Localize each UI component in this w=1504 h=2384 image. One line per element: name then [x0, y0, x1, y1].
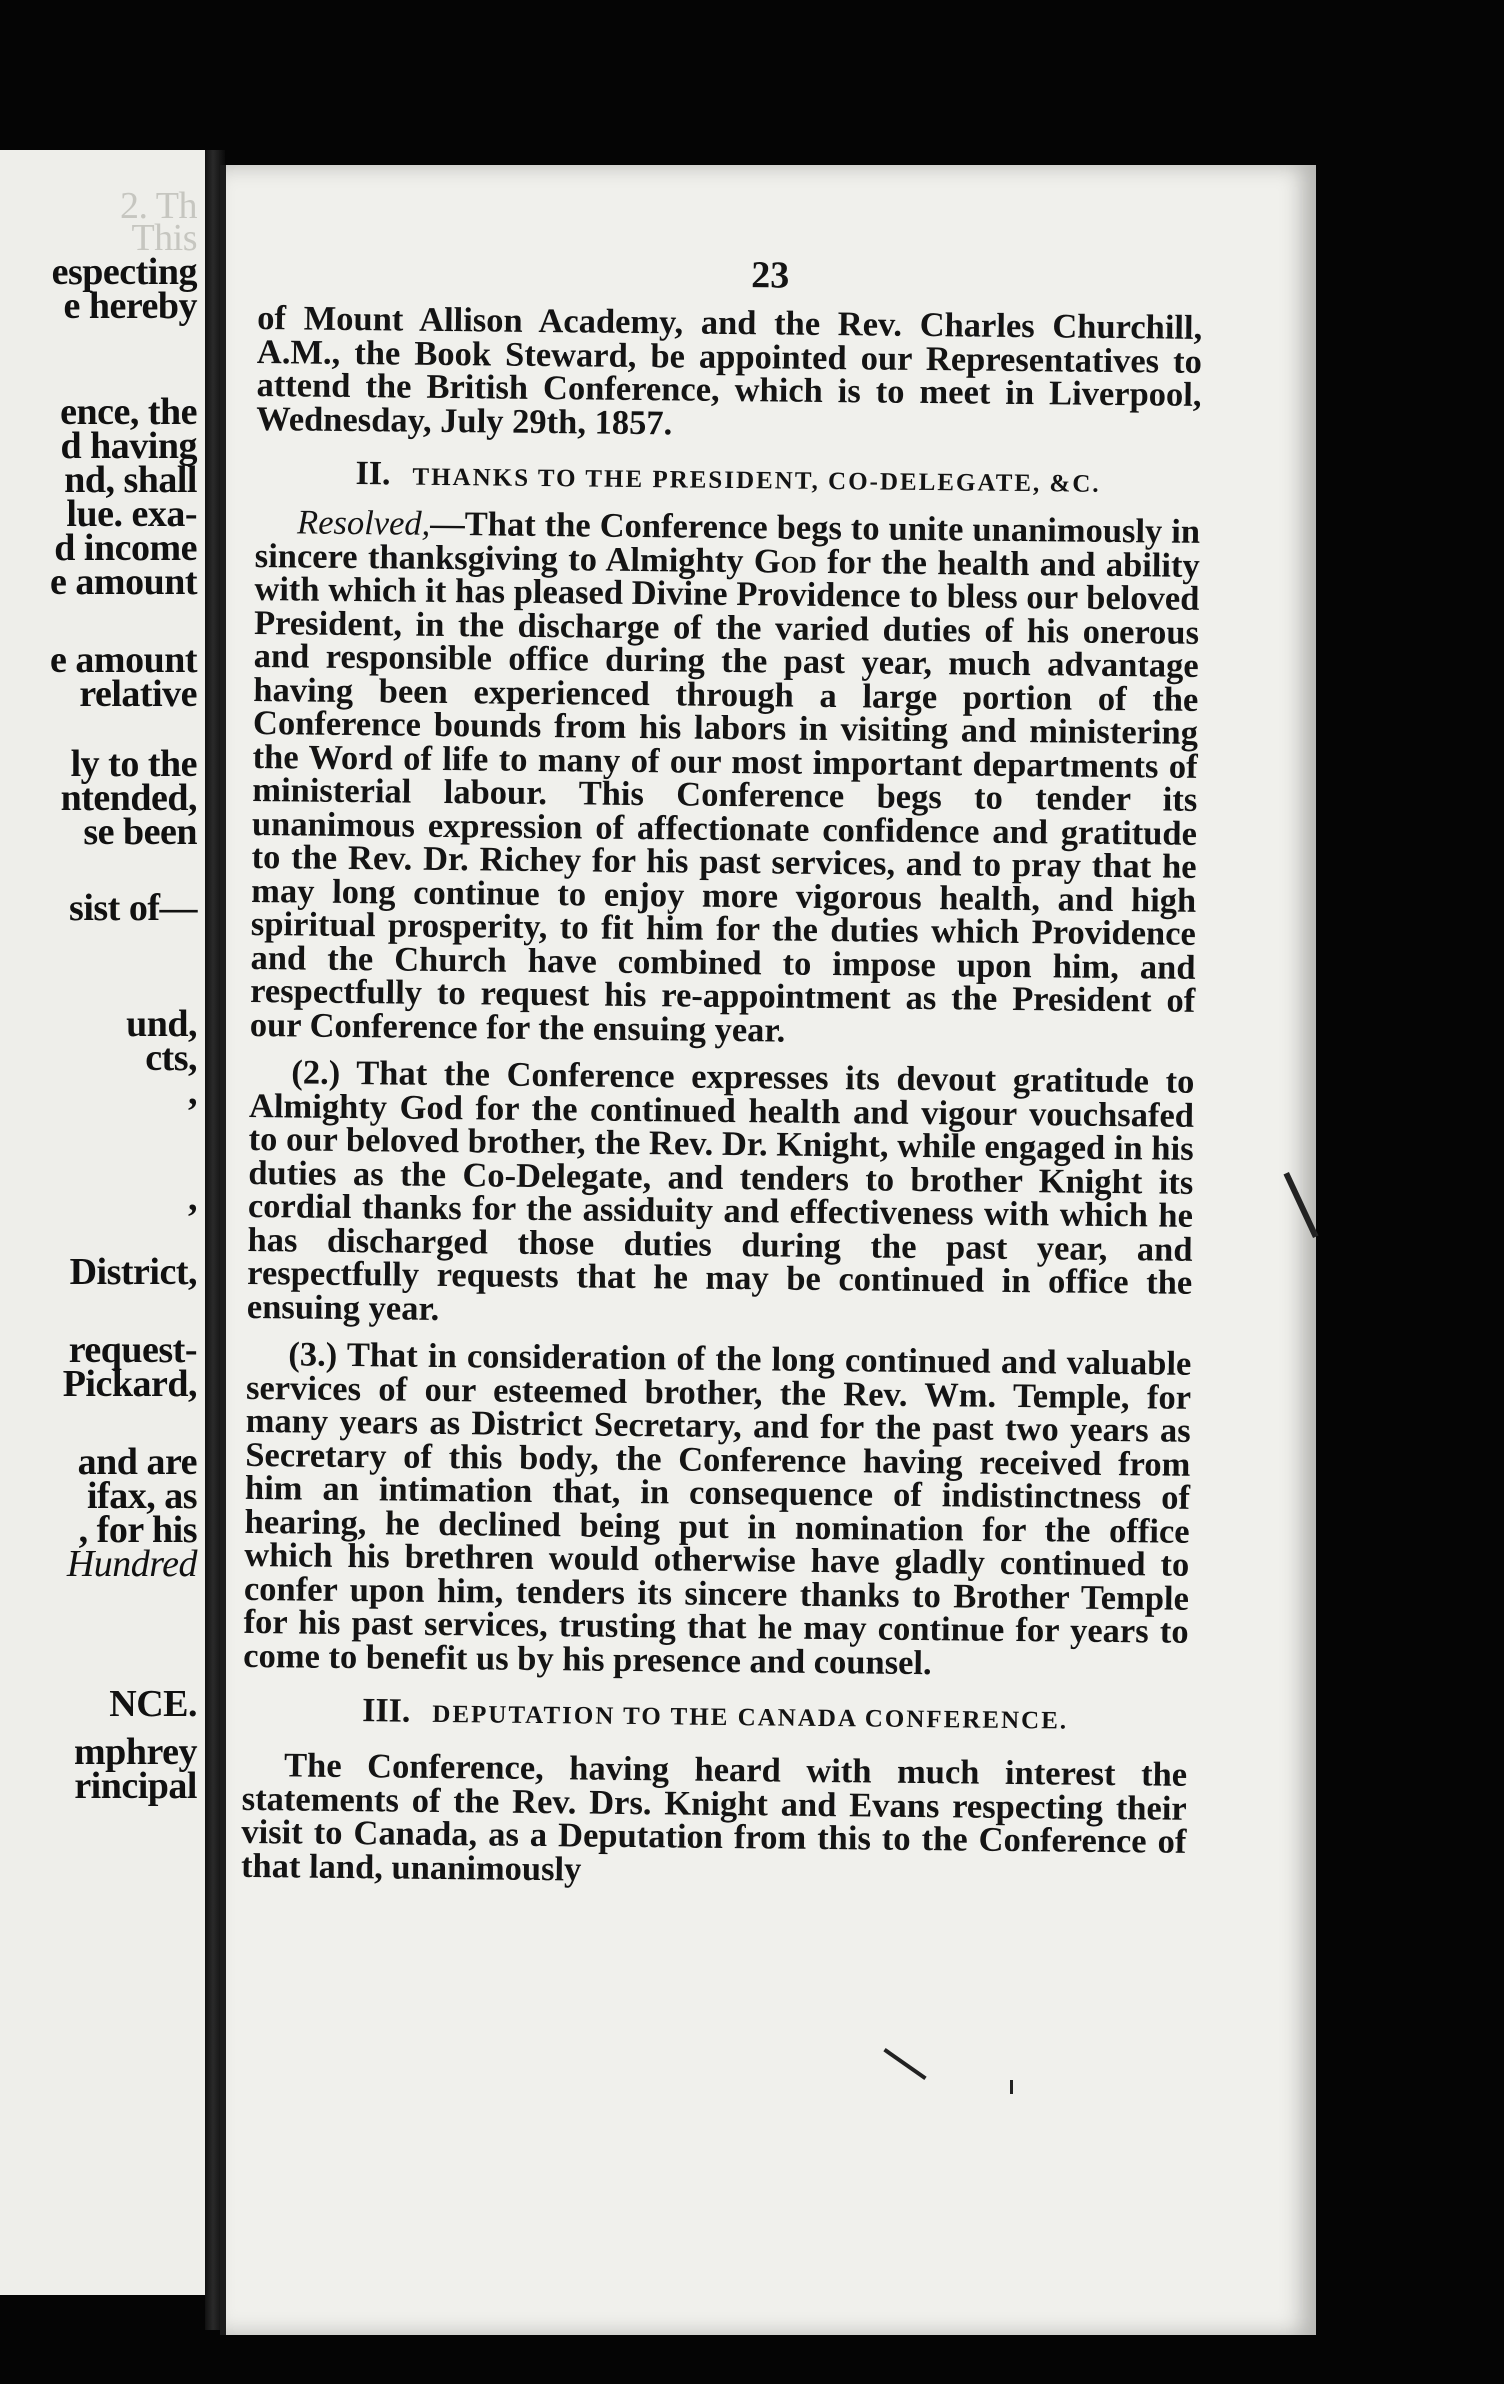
- left-page-line: Pickard,: [62, 1363, 197, 1405]
- page-text: [241, 248, 1203, 1893]
- left-page-line: und,: [126, 1003, 197, 1045]
- left-page-line: cts,: [145, 1037, 197, 1079]
- section-2-paragraph-3: (3.) That in consideration of the long continued and valuable services of our esteemed brother, the Rev. Wm. Temple, for many years as District Secretary, and for the past two years as Secretary of this body, the Conference having received from him an intimation that, in consequence of indistinctness of hearing, he declined being put in nomination for the office which his brethren would otherwise have gladly continued to confer upon him, tenders its sincere thanks to Brother Temple for his past services, trusting that he may continue for years to come to benefit us by his presence and counsel.: [243, 1335, 1192, 1682]
- section-2-numeral: II.: [355, 455, 391, 493]
- page-number: 23: [751, 254, 790, 297]
- left-page-line: e hereby: [63, 285, 197, 327]
- left-page-line: d having: [60, 425, 197, 467]
- left-page-line: mphrey: [74, 1731, 197, 1773]
- paragraph-1-text-b: for the health and ability with which it has pleased Divine Providence to bless our beloved President, in the discharge of the varied duties of his onerous and responsible office during the past year, much advantage having been experienced through a large portion of the Conference bounds from his labors in visiting and ministering the Word of life to many of our most important departments of ministerial labour. This Conference begs to tender its unanimous expression of affectionate confidence and gratitude to the Rev. Dr. Richey for his past services, and to pray that he may long continue to enjoy more vigorous health, and high spiritual prosperity, to fit him for the duties which Providence and the Church have combined to impose upon him, and respectfully to request his re-appointment as the President of our Conference for the ensuing year.: [249, 542, 1200, 1050]
- left-page-line: nd, shall: [64, 459, 197, 501]
- opening-paragraph: of Mount Allison Academy, and the Rev. Charles Churchill, A.M., the Book Steward, be appointed our Representatives to attend the British Conference, which is to meet in Liverpool, Wednesday, July 29th, 1857.: [256, 298, 1203, 442]
- section-3-numeral: III.: [362, 1692, 411, 1730]
- left-page-line: ,: [188, 1177, 197, 1219]
- left-page-line: lue. exa-: [66, 493, 197, 535]
- left-page-line: request-: [68, 1329, 197, 1371]
- left-page-line: District,: [69, 1251, 197, 1293]
- left-page-line: and are: [77, 1441, 197, 1483]
- left-page-line: ly to the: [70, 743, 197, 785]
- left-page-line: 2. Th: [119, 185, 197, 227]
- left-page-line: This: [131, 217, 197, 259]
- left-page-line: Hundred: [66, 1543, 197, 1585]
- left-page-line: ,: [188, 1071, 197, 1113]
- left-page-line: e amount: [50, 561, 197, 603]
- left-facing-page: [0, 150, 211, 2295]
- left-page-line: e amount: [50, 639, 197, 681]
- left-page-line: se been: [83, 811, 197, 853]
- left-page-line: ntended,: [60, 777, 197, 819]
- left-page-line: rincipal: [74, 1765, 197, 1807]
- left-page-line: d income: [54, 527, 197, 569]
- section-3-title: DEPUTATION TO THE CANADA CONFERENCE.: [432, 1700, 1069, 1735]
- left-page-line: especting: [51, 251, 197, 293]
- left-page-line: , for his: [78, 1509, 197, 1551]
- section-2-paragraph-2: (2.) That the Conference expresses its devout gratitude to Almighty God for the continued health and vigour vouchsafed to our beloved brother, the Rev. Dr. Knight, while engaged in his duties as the Co-Delegate, and tenders to brother Knight its cordial thanks for the assiduity and effectiveness with which he has discharged those duties during the past year, and respectfully requests that he may be continued in office the ensuing year.: [246, 1053, 1195, 1328]
- left-page-line: NCE.: [109, 1683, 197, 1725]
- god-word: God: [753, 541, 817, 581]
- section-2-heading: [255, 454, 1200, 502]
- scan-mark: [1010, 2080, 1013, 2094]
- left-page-line: sist of—: [69, 887, 197, 929]
- paragraph-1-text-a: —That the Conference begs to unite unanimously in sincere thanksgiving to Almighty: [254, 504, 1201, 580]
- left-page-line: ifax, as: [87, 1475, 197, 1517]
- section-3-paragraph-1: The Conference, having heard with much interest the statements of the Rev. Drs. Knight and Evans respecting their visit to Canada, as a Deputation from this to the Conference of that land, unanimously: [240, 1746, 1188, 1888]
- section-2-title: THANKS TO THE PRESIDENT, CO-DELEGATE, &C.: [412, 463, 1101, 498]
- left-page-line: ence, the: [60, 391, 197, 433]
- section-3-heading: [242, 1691, 1187, 1739]
- left-page-line: relative: [79, 673, 197, 715]
- section-2-paragraph-1: [249, 503, 1201, 1052]
- resolved-word: Resolved,: [296, 503, 431, 543]
